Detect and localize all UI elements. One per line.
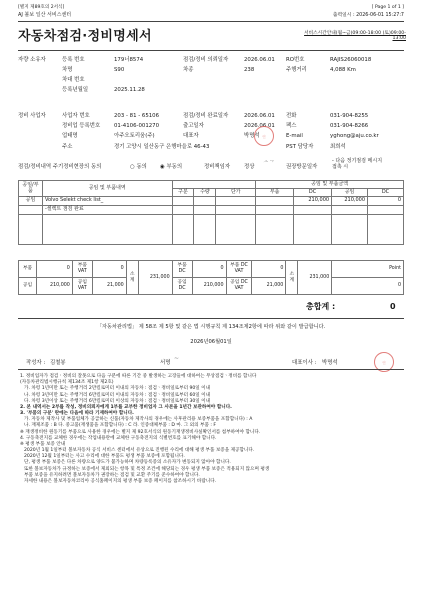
consent-no[interactable]: ◉ 부동의 <box>160 164 183 170</box>
model-name: S90 <box>114 67 125 73</box>
signer-name: 정상 <box>244 164 255 170</box>
business-type: 아주오토리움(주) <box>114 133 155 139</box>
print-time: 출력일시 : 2026-06-01 15:27:7 <box>332 13 404 18</box>
next-visit: - 다음 정기점검 메시지 접촉 시 <box>332 158 383 170</box>
table-row: -셀렉트 점검 완료 <box>19 206 404 215</box>
vehicle-kind: 238 <box>244 67 255 73</box>
legal-statement: 「자동차관리법」 제 58조 제 5항 및 같은 법 시행규칙 제 134조제2항에 따라 위와 같이 발급합니다. <box>96 324 326 330</box>
out-date: 2026.06.01 <box>244 123 275 129</box>
rep-seal: 인 <box>374 352 394 372</box>
email: yghong@aju.co.kr <box>330 133 379 139</box>
notes: 1. 정비업자가 점검ㆍ정비의 잘못으로 다음 구분에 따른 기간 중 발생하는 고장들에 대하여는 무상점검ㆍ정비를 합니다 (자동차관리법시행규칙 제134조 제1항 제2호) 가. 차령 1년미만 또는 주행거리 2만킬로미터 이내의 자동차 : 점검ㆍ정비일로부터 90일 이내 나. 차령 3년미만 또는 주행거리 6만킬로미터 이내의 자동차 : 점검ㆍ정비일로부터 60일 이내 다. 차령 3년이상 또는 주행거리 6만킬로미터 이상의 자동차 : 점검ㆍ정비일로부터 30일 이내 2. 본 내역서는 2부를 작성, 정비의뢰자에게 1부를 교부한 정비업자 그 사본을 1년간 보관하여야 합니다. 3. '부품의 구분' 란에는 다음에 따라 기재하여야 합니다. 가. 자동차 제작사 및 부품업체가 공급하는 신품(자동차 제작사의 경우에는 사후관리용 보증부품을 포함합니다) : A 나. 재제조품 : B 다. 중고품(재생품을 포함합니다) : C 라. 인증대체부품 : D 마. 그 외의 부품 : F ※ 재생정비한 원동기를 부품으로 사용한 경우에는 별지 제 92호서식의 원동기재생정비사실확인서를 첨부하여야 합니다. 4. 구동축전지를 교체한 경우에는 작업내용란에 교체한 구동축전지의 식별번호를 표기해야 합니다. ※ 평생 부품 보증 안내 2020년 1월 1일부터 볼보자동차 공식 서비스 센터에서 유상으로 진행된 수리에 대해 평생 부품 보증을 제공합니다. 2020년 12월 1일부터는 사고 수리에 대한 부품도 평생 부품 보증에 포함됩니다. 단, 평생 부품 보증은 다른 차량으로 양도가 불가능하며 차량등록증의 소유자가 변동되지 않아야 합니다. 또한 볼보자동차가 규정하는 보증에서 제외되는 항목 및 특정 조건에 해당되는 경우 평생 부품 보증은 적용되지 않으며 평생 부품 보증을 유지하려면 볼보자동차가 권장하는 점검 및 교환 주기를 준수하여야 합니다. 자세한 내용은 볼보자동차코리아 공식홈페이지의 평생 부품 보증 페이지를 참조하시기 바랍니다. <box>20 374 270 484</box>
summary-table: 부품 0 부품 VAT 0 소계 231,000 부품 DC 0 부품 DC VAT 0 소계 231,000 Point 공임 210,000 공임 VAT 21,000 공임 DC 210,000 공임 DC VAT 21,000 0 <box>18 260 404 295</box>
phone: 031-904-8255 <box>330 113 369 119</box>
total-value: 0 <box>390 302 396 311</box>
ro-number: RAJIS26060018 <box>330 57 372 63</box>
signature: ᄉᄀ <box>262 160 274 167</box>
form-label: [별지 제89호의 2서식] <box>18 5 65 10</box>
reg-date: 2025.11.28 <box>114 87 145 93</box>
done-date: 2026.06.01 <box>244 113 275 119</box>
rep-name: 박명석 <box>244 133 260 139</box>
parts-table: 공임/부품 공임 및 부품내역 공임 및 부품금액 구분 수량 단가 부품 DC 공임 DC 공임 Volvo Selekt check list_ 210,000 210,000 0 -셀렉트 점검 완료 <box>18 180 404 245</box>
radio-selected-icon: ◉ <box>160 164 165 170</box>
writer-name: 김철봉 <box>50 360 66 366</box>
license-number: 01-4106-001270 <box>114 123 160 129</box>
radio-icon: ○ <box>130 164 135 170</box>
reg-number: 179너8574 <box>114 57 144 63</box>
consent-row: 점검/정비내역 주기정비현장의 동의 ○ 동의 ◉ 부동의 정비책임자 정상 ᄉᄀ 권장방문일자 - 다음 정기점검 메시지 접촉 시 <box>18 158 383 170</box>
pst-manager: 최희석 <box>330 144 346 150</box>
point-value: 0 <box>332 278 404 295</box>
page-title: 자동차점검·정비명세서 <box>18 29 152 44</box>
table-row: 공임 Volvo Selekt check list_ 210,000 210,000 0 <box>19 197 404 206</box>
vehicle-section: 자량 소유자 등록 번호 179너8574 차명 S90 차대 번호 등록년월일 2025.11.28 점검/정비 의뢰일자 2026.06.01 RO번호 RAJIS26060018 차종 238 주행거리 4,088 Km <box>18 57 372 93</box>
mileage: 4,088 Km <box>330 67 356 73</box>
order-date: 2026.06.01 <box>244 57 275 63</box>
writer-signature: ~ <box>174 355 180 362</box>
issue-date: 2026년06월01일 <box>190 339 232 345</box>
biz-number: 203 - 81 - 65106 <box>114 113 160 119</box>
fax: 031-904-8266 <box>330 123 369 129</box>
company-seal: 인 <box>254 126 274 146</box>
company-name: AJ 볼보 일산 서비스센터 <box>18 12 72 18</box>
address: 경기 고양시 일산동구 은행마을로 46-43 <box>114 144 210 150</box>
subtotal: 231,000 <box>138 261 172 295</box>
business-section: 정비 사업자 사업자 번호 203 - 81 - 65106 정비업 등록번호 01-4106-001270 업태명 아주오토리움(주) 주소 경기 고양시 일산동구 은행마을로 46-43 점검/정비 완료일자 2026.06.01 출고일자 2026.06.01 대표자 박명석 인 PST 담당자 최희석 전화 031-904-8255 팩스 031-904-8266 E-mail yghong@aju.co.kr <box>18 113 379 150</box>
total-label: 총합계 : <box>306 302 336 311</box>
consent-yes[interactable]: ○ 동의 <box>130 164 147 170</box>
dc-subtotal: 231,000 <box>298 261 332 295</box>
page-indicator: [ Page 1 of 1 ] <box>371 5 404 10</box>
rep-name-bottom: 박명석 <box>322 360 338 366</box>
service-hours: 서비스시간안내(월~금)09:00-18:00 (토)09:00- 13:00 <box>304 31 406 42</box>
